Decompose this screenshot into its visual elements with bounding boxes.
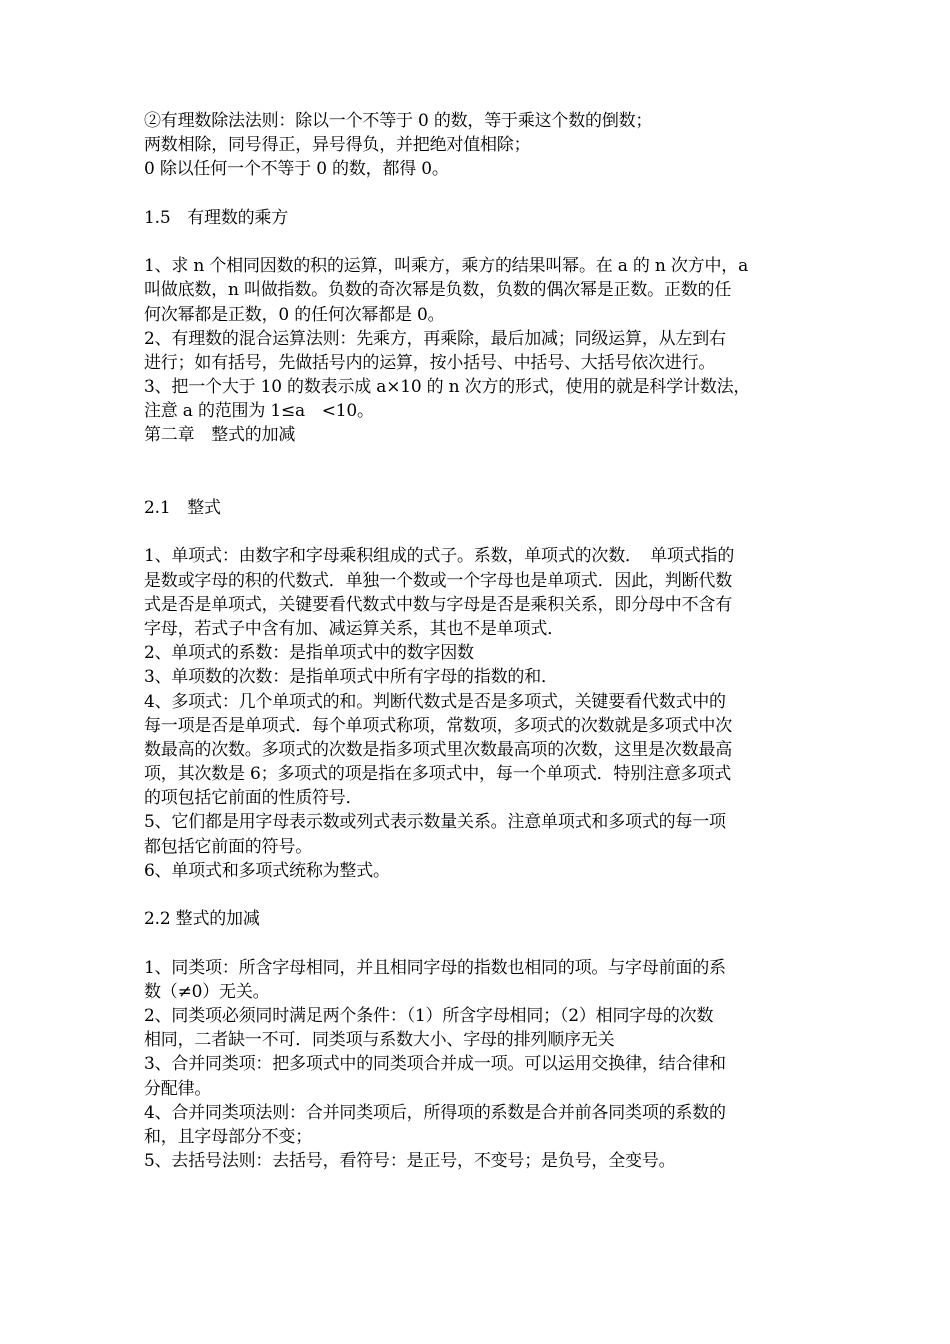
text-line: 第二章 整式的加减 — [144, 425, 296, 446]
text-line: 字母，若式子中含有加、减运算关系，其也不是单项式． — [144, 618, 564, 639]
text-line: 3、合并同类项：把多项式中的同类项合并成一项。可以运用交换律，结合律和 — [144, 1054, 726, 1075]
text-line: 数最高的次数。多项式的次数是指多项式里次数最高项的次数，这里是次数最高 — [144, 739, 732, 760]
text-line: 式是否是单项式，关键要看代数式中数与字母是否是乘积关系，即分母中不含有 — [144, 594, 732, 615]
document-page — [144, 109, 814, 1173]
text-line: 3、把一个大于 10 的数表示成 a×10 的 n 次方的形式，使用的就是科学计数法， — [144, 377, 751, 398]
text-line: ②有理数除法法则：除以一个不等于 0 的数，等于乘这个数的倒数； — [144, 111, 653, 131]
text-line: 数（≠0）无关。 — [144, 981, 270, 1002]
blank-line — [144, 472, 814, 496]
text-line: 每一项是否是单项式．每个单项式称项，常数项，多项式的次数就是多项式中次 — [144, 715, 732, 736]
text-line: 的项包括它前面的性质符号． — [144, 788, 363, 809]
text-line: 叫做底数，n 叫做指数。负数的奇次幂是负数，负数的偶次幂是正数。正数的任 — [144, 280, 732, 301]
text-line: 2.2 整式的加减 — [144, 909, 260, 930]
blank-line — [144, 883, 814, 907]
text-line: 和，且字母部分不变； — [144, 1126, 312, 1147]
text-line: 5、它们都是用字母表示数或列式表示数量关系。注意单项式和多项式的每一项 — [144, 812, 726, 833]
blank-line — [144, 448, 814, 472]
text-line: 2、同类项必须同时满足两个条件：（1）所含字母相同；（2）相同字母的次数 — [144, 1005, 714, 1026]
text-line: 两数相除，同号得正，异号得负，并把绝对值相除； — [144, 135, 531, 156]
text-line: 2、单项式的系数：是指单项式中的数字因数 — [144, 643, 474, 664]
text-line: 1、求 n 个相同因数的积的运算，叫乘方，乘方的结果叫幂。在 a 的 n 次方中，a — [144, 256, 749, 277]
blank-line — [144, 520, 814, 544]
text-line: 都包括它前面的符号。 — [144, 836, 312, 857]
blank-line — [144, 182, 814, 206]
text-line: 项，其次数是 6；多项式的项是指在多项式中，每一个单项式．特别注意多项式 — [144, 764, 732, 785]
text-line: 注意 a 的范围为 1≤a <10。 — [144, 401, 374, 422]
text-line: 1.5 有理数的乘方 — [144, 207, 289, 228]
text-line: 3、单项数的次数：是指单项式中所有字母的指数的和． — [144, 667, 558, 688]
blank-line — [144, 230, 814, 254]
text-line: 6、单项式和多项式统称为整式。 — [144, 860, 390, 881]
text-line: 1、单项式：由数字和字母乘积组成的式子。系数，单项式的次数． 单项式指的 — [144, 546, 735, 567]
text-line: 4、合并同类项法则：合并同类项后，所得项的系数是合并前各同类项的系数的 — [144, 1102, 726, 1123]
text-line: 是数或字母的积的代数式．单独一个数或一个字母也是单项式．因此，判断代数 — [144, 570, 732, 591]
text-line: 2.1 整式 — [144, 498, 221, 518]
text-line: 何次幂都是正数，0 的任何次幂都是 0。 — [144, 304, 445, 325]
text-line: 分配律。 — [144, 1078, 212, 1099]
text-line: 相同，二者缺一不可．同类项与系数大小、字母的排列顺序无关 — [144, 1030, 615, 1051]
text-line: 1、同类项：所含字母相同，并且相同字母的指数也相同的项。与字母前面的系 — [144, 957, 726, 978]
text-line: 5、去括号法则：去括号，看符号：是正号，不变号；是负号，全变号。 — [144, 1151, 676, 1172]
blank-line — [144, 931, 814, 955]
text-line: 4、多项式：几个单项式的和。判断代数式是否是多项式，关键要看代数式中的 — [144, 691, 726, 712]
text-line: 进行；如有括号，先做括号内的运算，按小括号、中括号、大括号依次进行。 — [144, 352, 716, 373]
text-line: 0 除以任何一个不等于 0 的数，都得 0。 — [144, 159, 449, 180]
text-line: 2、有理数的混合运算法则：先乘方，再乘除，最后加减；同级运算，从左到右 — [144, 328, 726, 349]
